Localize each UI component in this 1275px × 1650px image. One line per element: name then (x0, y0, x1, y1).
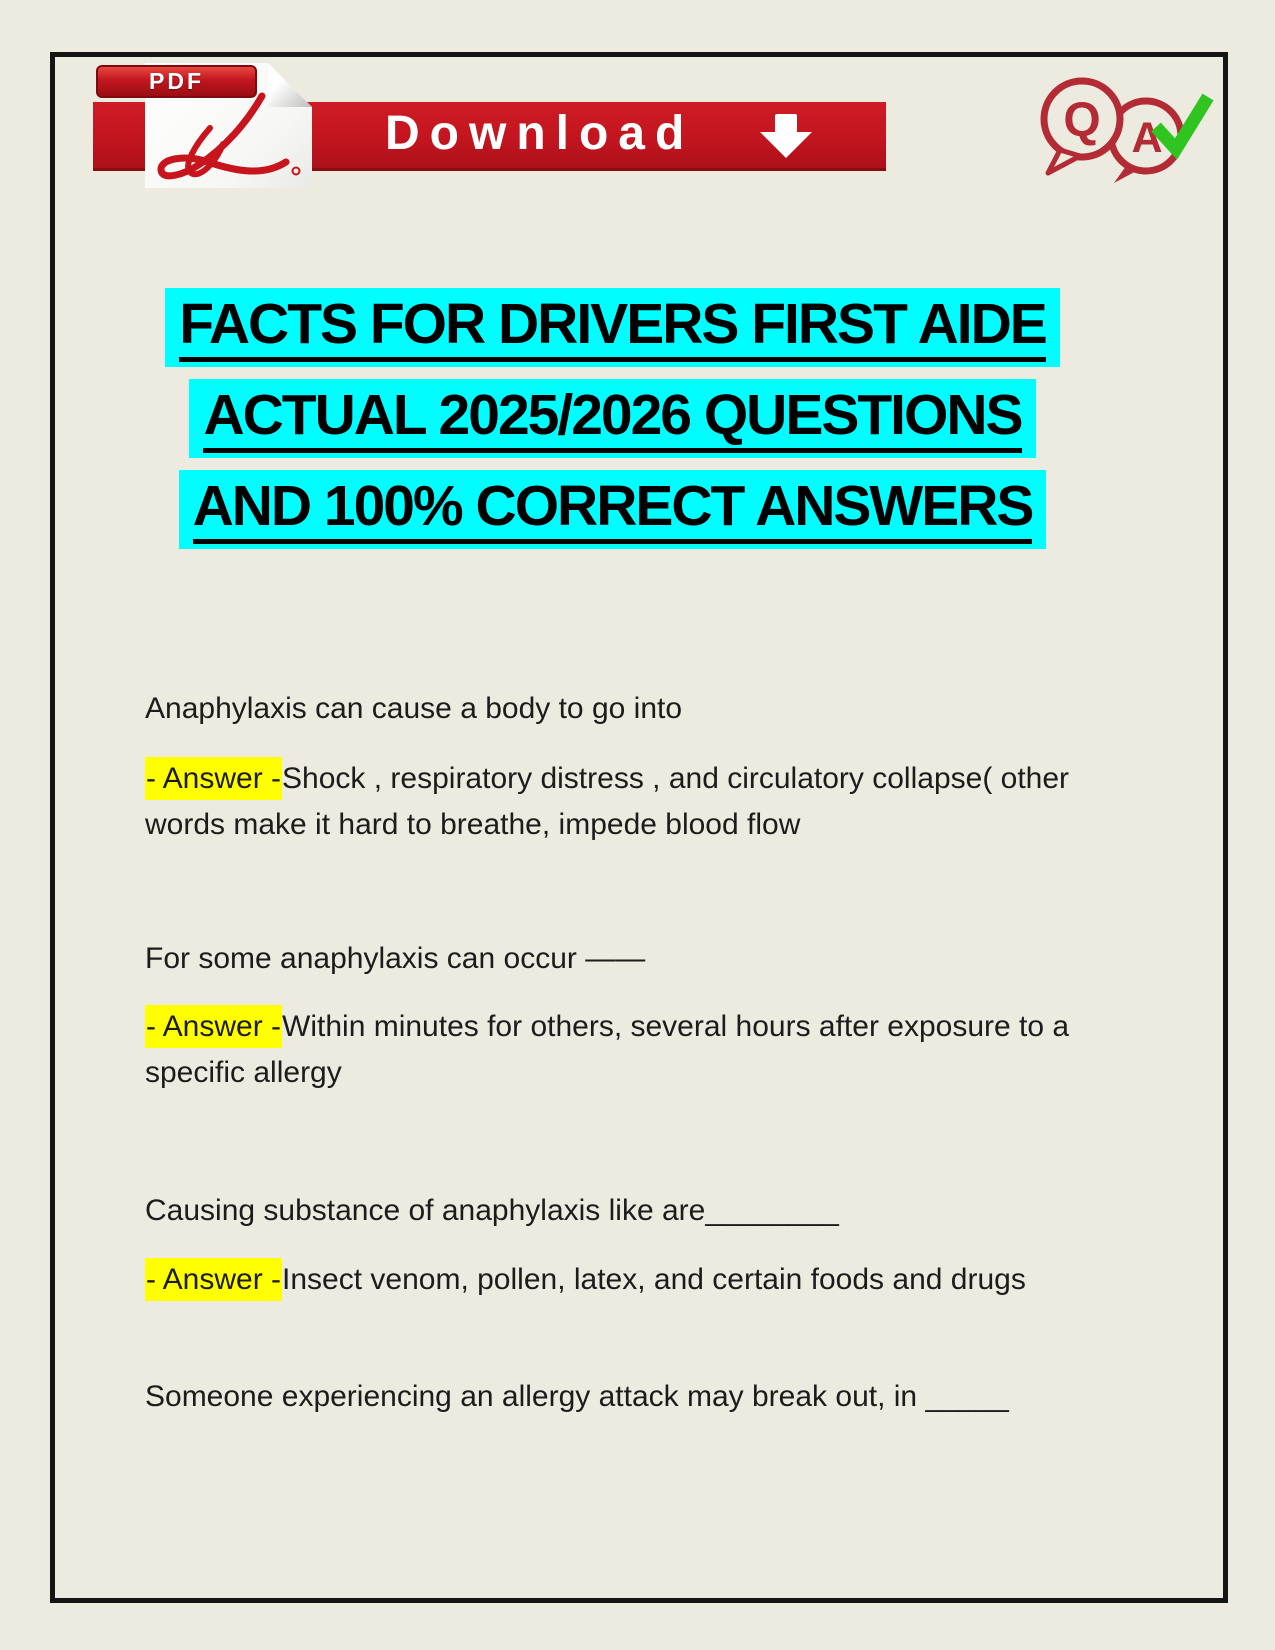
pdf-badge-label: PDF (149, 68, 204, 94)
answer-label-highlight: - Answer - (145, 1005, 282, 1048)
answer-1-text: Shock , respiratory distress , and circulatory collapse( other words make it hard to breathe, impede blood flow (145, 762, 1070, 841)
answer-label-highlight: - Answer - (145, 757, 282, 800)
answer-2 (145, 1004, 1080, 1096)
answer-1 (145, 756, 1080, 848)
title-line-1: FACTS FOR DRIVERS FIRST AIDE (165, 288, 1060, 367)
answer-3-text: Insect venom, pollen, latex, and certain foods and drugs (282, 1263, 1026, 1296)
question-1: Anaphylaxis can cause a body to go into (145, 692, 683, 725)
answer-2-text: Within minutes for others, several hours after exposure to a specific allergy (145, 1010, 1070, 1089)
answer-3 (145, 1257, 1080, 1303)
qa-logo-a: A (1131, 114, 1163, 162)
qa-check-logo (1030, 72, 1215, 187)
title-line-2: ACTUAL 2025/2026 QUESTIONS (189, 379, 1035, 458)
download-button-label[interactable]: Download (385, 107, 695, 160)
title-line-3: AND 100% CORRECT ANSWERS (179, 470, 1047, 549)
document-title (145, 288, 1080, 561)
question-4: Someone experiencing an allergy attack may break out, in _____ (145, 1380, 1009, 1413)
answer-label-highlight: - Answer - (145, 1258, 282, 1301)
question-3: Causing substance of anaphylaxis like are________ (145, 1194, 839, 1227)
pdf-badge (96, 65, 257, 98)
down-arrow-icon (757, 114, 815, 158)
qa-logo-q: Q (1063, 94, 1101, 147)
adobe-acrobat-logo-icon (150, 92, 305, 184)
question-2: For some anaphylaxis can occur —— (145, 942, 646, 975)
